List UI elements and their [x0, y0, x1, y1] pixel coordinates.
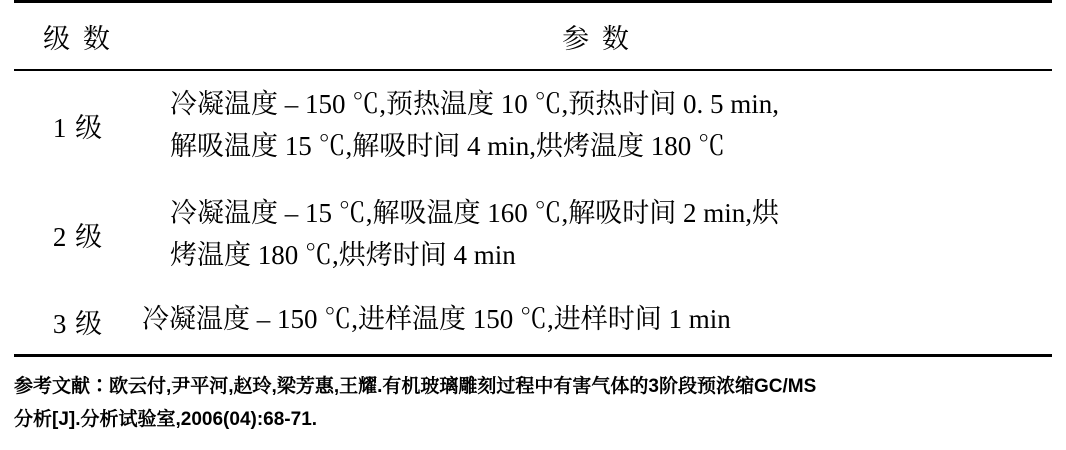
row-params-2: [142, 180, 1052, 289]
param-line: 冷凝温度 – 150 ℃,预热温度 10 ℃,预热时间 0. 5 min,: [170, 89, 780, 119]
param-line: 解吸温度 15 ℃,解吸时间 4 min,烘烤温度 180 ℃: [170, 130, 726, 161]
column-header-level: 级 数: [14, 2, 142, 71]
table-body: [14, 70, 1052, 357]
table-bottom-rule-row: [14, 356, 1052, 358]
row-level-3: 3 级: [52, 308, 104, 339]
parameters-table: [14, 0, 1052, 357]
param-line: 烤温度 180 ℃,烘烤时间 4 min: [170, 239, 516, 270]
param-line: 冷凝温度 – 150 ℃,进样温度 150 ℃,进样时间 1 min: [142, 304, 731, 335]
table-row: [14, 180, 1052, 289]
row-level-1: 1 级: [14, 70, 142, 180]
reference-line-1: 参考文献∶欧云付,尹平河,赵玲,梁芳惠,王耀.有机玻璃雕刻过程中有害气体的3阶段预浓缩GC/MS: [14, 376, 817, 398]
table-row: [14, 70, 1052, 180]
row-params-3: [142, 288, 1052, 355]
table-bottom-rule: [14, 356, 142, 358]
param-line: 冷凝温度 – 15 ℃,解吸温度 160 ℃,解吸时间 2 min,烘: [170, 197, 780, 228]
row-params-1: [142, 70, 1052, 180]
reference-line-2: 分析[J].分析试验室,2006(04):68-71.: [14, 409, 318, 431]
table-row: [14, 288, 1052, 355]
row-level-2: 2 级: [52, 221, 104, 252]
table-header-row: [14, 2, 1052, 71]
table-header: [14, 2, 1052, 71]
table-bottom-rule: [142, 356, 1052, 358]
reference-block: [14, 370, 1052, 437]
column-header-param: 参 数: [142, 2, 1052, 71]
